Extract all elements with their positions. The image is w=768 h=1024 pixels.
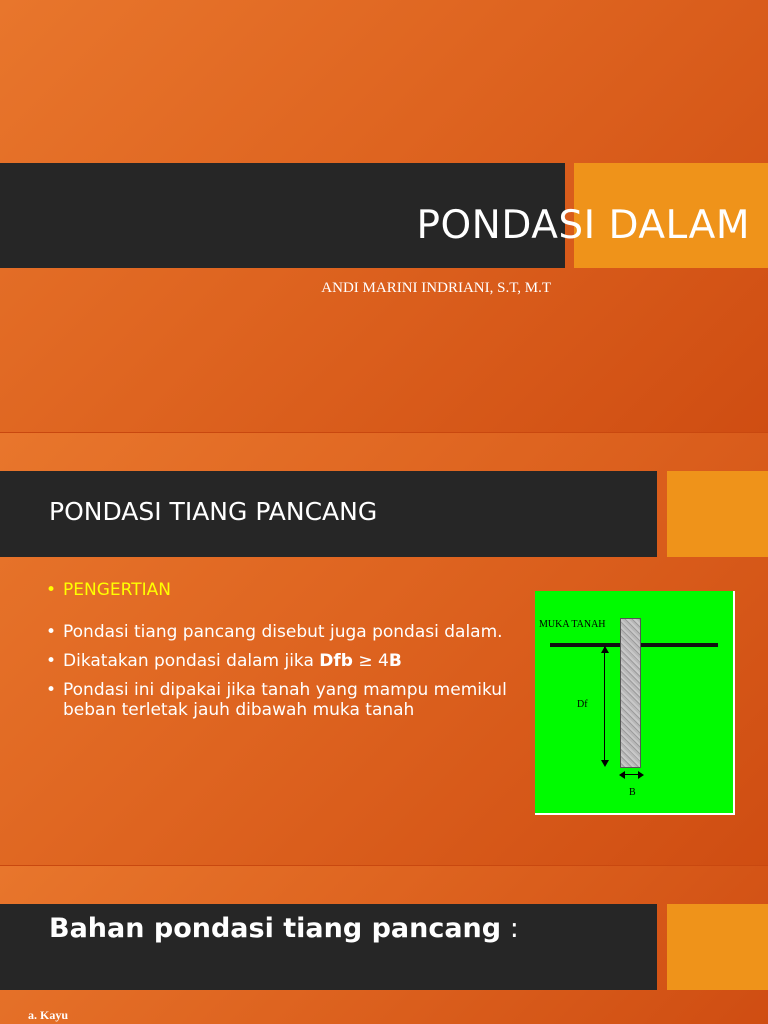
- bullet-bold-b: B: [388, 651, 402, 671]
- bullet-heading: [46, 580, 516, 600]
- bullet-dot: •: [46, 680, 57, 700]
- bullet-list: [46, 580, 516, 729]
- title-slide: [0, 0, 768, 432]
- materials-accent-block: [667, 904, 768, 990]
- depth-label: Df: [577, 699, 588, 710]
- width-arrow-left-icon: [619, 771, 625, 779]
- materials-slide: [0, 866, 768, 1024]
- bullet-text-middle: ≥ 4: [352, 651, 389, 671]
- width-label: B: [629, 787, 636, 798]
- pile-diagram: [535, 591, 735, 815]
- materials-title-bold: Bahan pondasi tiang pancang: [49, 913, 502, 944]
- depth-dimension-line: [604, 647, 605, 765]
- section-accent-block: [667, 471, 768, 557]
- bullet-item: [46, 651, 516, 671]
- depth-arrow-up-icon: [601, 646, 609, 653]
- pile-shaft: [620, 618, 641, 768]
- slide-title: PONDASI DALAM: [416, 203, 750, 248]
- bullet-heading-text: PENGERTIAN: [63, 580, 171, 600]
- material-item-wood: a. Kayu: [28, 1008, 69, 1022]
- bullet-dot: •: [46, 622, 57, 642]
- bullet-item: [46, 622, 516, 642]
- ground-surface-label: MUKA TANAH: [539, 619, 606, 630]
- bullet-item: [46, 680, 516, 720]
- bullet-dot: •: [46, 651, 57, 671]
- bullet-dot: •: [46, 580, 57, 600]
- depth-arrow-down-icon: [601, 760, 609, 767]
- bullet-text: Dikatakan pondasi dalam jika: [63, 651, 320, 671]
- definition-slide: [0, 433, 768, 865]
- section-title: PONDASI TIANG PANCANG: [49, 497, 378, 526]
- materials-title-suffix: :: [501, 913, 519, 944]
- bullet-text: Pondasi tiang pancang disebut juga pondasi dalam.: [63, 622, 503, 642]
- bullet-text: Pondasi ini dipakai jika tanah yang mampu memikul beban terletak jauh dibawah muka tanah: [63, 680, 507, 720]
- bullet-bold-dfb: Dfb: [319, 651, 353, 671]
- materials-title: [49, 913, 519, 944]
- width-arrow-right-icon: [638, 771, 644, 779]
- author-subtitle: ANDI MARINI INDRIANI, S.T, M.T: [321, 280, 551, 296]
